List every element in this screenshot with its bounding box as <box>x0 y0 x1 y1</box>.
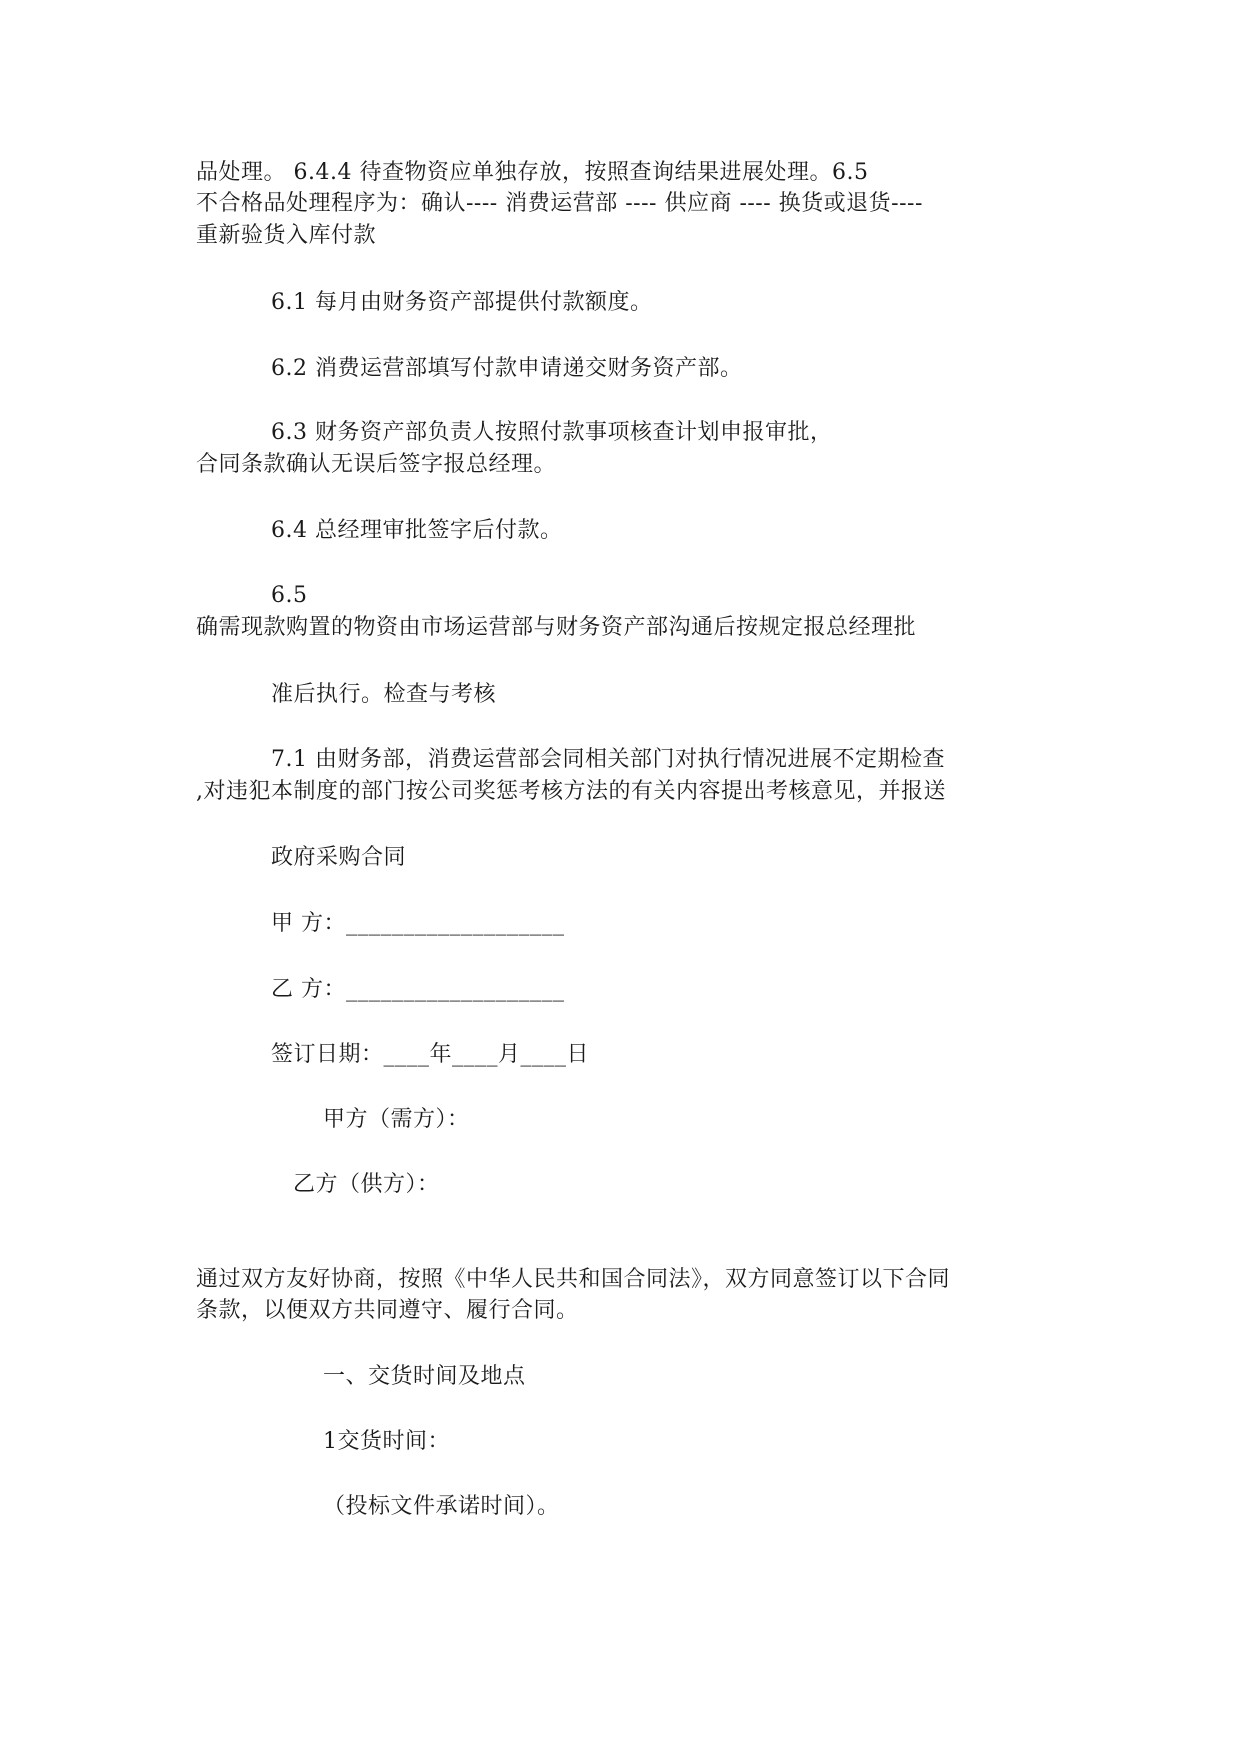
section-heading-delivery: 一、交货时间及地点 <box>323 1364 526 1389</box>
delivery-time-label: 1交货时间： <box>323 1429 450 1454</box>
delivery-time-value: （投标文件承诺时间）。 <box>323 1494 560 1519</box>
agreement-paragraph: 通过双方友好协商，按照《中华人民共和国合同法》，双方同意签订以下合同 <box>196 1267 951 1292</box>
paragraph-line: 不合格品处理程序为：确认---- 消费运营部 ---- 供应商 ---- 换货或退货---- <box>196 191 923 216</box>
clause-6-2: 6.2 消费运营部填写付款申请递交财务资产部。 <box>271 356 743 381</box>
party-b-supplier: 乙方（供方）： <box>293 1172 440 1197</box>
paragraph-line: 品处理。 6.4.4 待查物资应单独存放，按照查询结果进展处理。6.5 <box>196 160 869 185</box>
contract-title: 政府采购合同 <box>271 845 407 870</box>
clause-6-4: 6.4 总经理审批签字后付款。 <box>271 518 563 543</box>
paragraph-line: 重新验货入库付款 <box>196 223 377 248</box>
clause-6-3-continued: 合同条款确认无误后签字报总经理。 <box>196 452 557 477</box>
party-a-field: 甲 方：___________________ <box>271 911 565 936</box>
party-b-field: 乙 方：___________________ <box>271 977 565 1002</box>
clause-6-1: 6.1 每月由财务资产部提供付款额度。 <box>271 290 653 315</box>
clause-6-5-continued: 准后执行。检查与考核 <box>271 682 497 707</box>
agreement-paragraph-continued: 条款，以便双方共同遵守、履行合同。 <box>196 1298 579 1323</box>
party-a-buyer: 甲方（需方）： <box>323 1107 470 1132</box>
clause-7-1: 7.1 由财务部，消费运营部会同相关部门对执行情况进展不定期检查 <box>271 747 945 772</box>
clause-7-1-continued: ,对违犯本制度的部门按公司奖惩考核方法的有关内容提出考核意见，并报送 <box>196 779 946 804</box>
clause-6-5-text: 确需现款购置的物资由市场运营部与财务资产部沟通后按规定报总经理批 <box>196 615 917 640</box>
clause-6-3: 6.3 财务资产部负责人按照付款事项核查计划申报审批， <box>271 420 833 445</box>
signing-date-field: 签订日期：____年____月____日 <box>271 1042 590 1067</box>
clause-6-5-number: 6.5 <box>271 583 308 608</box>
